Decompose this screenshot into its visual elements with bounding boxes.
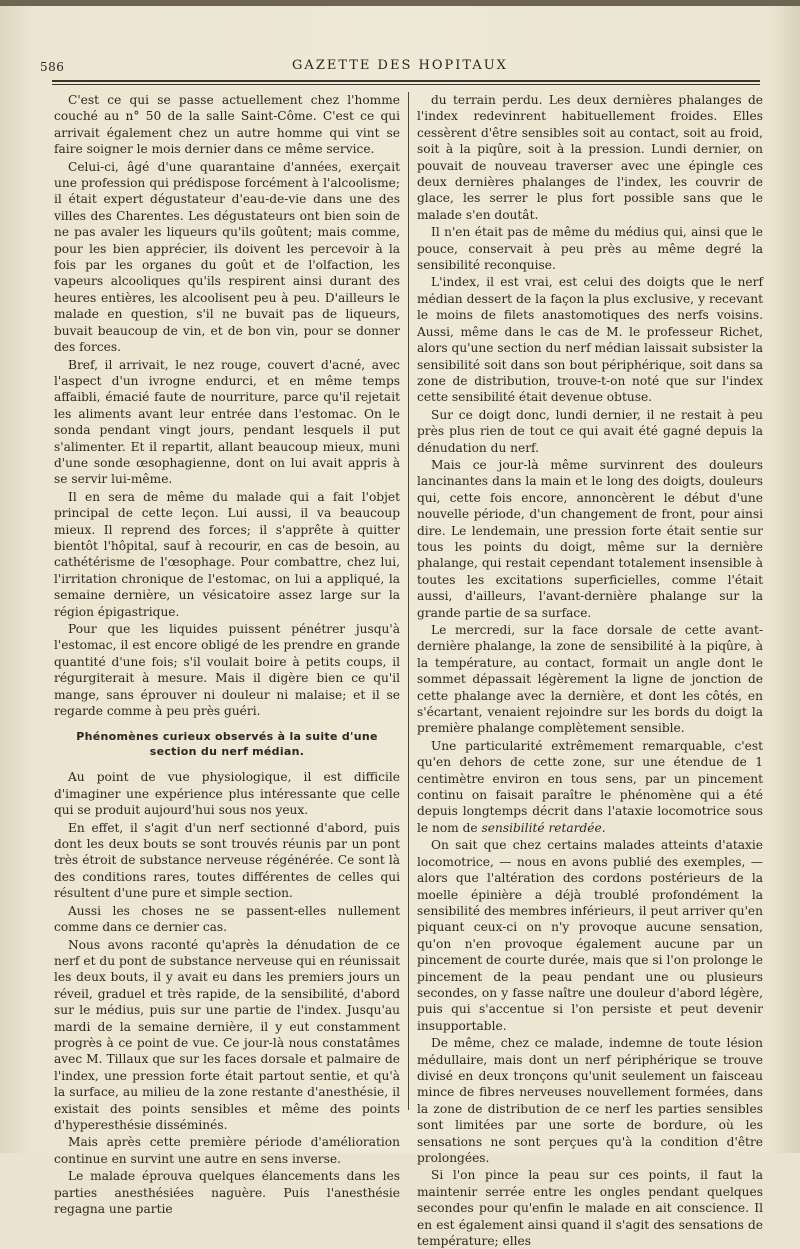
page-header bbox=[40, 58, 760, 80]
header-rule-thick bbox=[52, 80, 760, 82]
paragraph: Le malade éprouva quelques élancements dans les parties anesthésiées naguère. Puis l'anesthésie regagna une partie bbox=[54, 1169, 400, 1216]
paragraph: Mais après cette première période d'amélioration continue en survint une autre en sens inverse. bbox=[54, 1135, 400, 1166]
page-top-edge bbox=[0, 0, 800, 6]
paragraph: du terrain perdu. Les deux dernières phalanges de l'index redevinrent habituellement froides. Elles cessèrent d'être sensibles soit au contact, soit au froid, soit à la piqûre, soit à la pression. Lundi dernier, on pouvait de nouveau traverser avec une épingle ces deux dernières phalanges de l'index, les couvrir de glace, les serrer le plus fort possible sans que le malade s'en doutât. bbox=[417, 93, 763, 222]
paragraph bbox=[417, 738, 763, 836]
left-column bbox=[54, 92, 400, 1216]
paragraph: Aussi les choses ne se passent-elles nullement comme dans ce dernier cas. bbox=[54, 903, 400, 935]
italic-term: sensibilité retardée bbox=[481, 820, 602, 835]
journal-title: GAZETTE DES HOPITAUX bbox=[292, 58, 508, 73]
paragraph: Pour que les liquides puissent pénétrer jusqu'à l'estomac, il est encore obligé de les prendre en grande quantité d'une fois; s'il voulait boire à petits coups, il régurgiterait à mesure. Mais il digère bien ce qu'il mange, sans éprouver ni douleur ni malaise; et il se regarde comme à peu près guéri. bbox=[54, 622, 400, 719]
paragraph: Bref, il arrivait, le nez rouge, couvert d'acné, avec l'aspect d'un ivrogne endurci, et en même temps affaibli, émacié faute de nourriture, parce qu'il rejetait les aliments avant leur entrée dans l'estomac. On le sonda pendant vingt jours, pendant lesquels il put s'alimenter. Et il repartit, allant beaucoup mieux, muni d'une sonde œsophagienne, dont on lui avait appris à se servir lui-même. bbox=[54, 357, 400, 487]
header-rule-thin bbox=[52, 84, 760, 85]
paragraph: Au point de vue physiologique, il est difficile d'imaginer une expérience plus intéressante que celle qui se produit aujourd'hui sous nos yeux. bbox=[54, 770, 400, 818]
paragraph: Il n'en était pas de même du médius qui, ainsi que le pouce, conservait à peu près au même degré la sensibilité reconquise. bbox=[417, 225, 763, 273]
page-number: 586 bbox=[40, 60, 65, 74]
paragraph: En effet, il s'agit d'un nerf sectionné d'abord, puis dont les deux bouts se sont trouvés réunis par un pont très étroit de substance nerveuse régénérée. Ce sont là des conditions rares, toutes différentes de celles qui résultent d'une pure et simple section. bbox=[54, 820, 400, 901]
paragraph: C'est ce qui se passe actuellement chez l'homme couché au n° 50 de la salle Saint-Côme. C'est ce qui arrivait également chez un autre homme qui vint se faire soigner le mois dernier dans ce même service. bbox=[54, 93, 400, 157]
paragraph: Celui-ci, âgé d'une quarantaine d'années, exerçait une profession qui prédispose forcément à l'alcoolisme; il était expert dégustateur d'eau-de-vie dans une des villes des Charentes. Les dégustateurs ont bien soin de ne pas avaler les liqueurs qu'ils goûtent; mais comme, pour les bien apprécier, ils doivent les percevoir à la fois par les organes du goût et de l'olfaction, les vapeurs alcooliques qu'ils respirent ainsi durant des heures entières, les alcoolisent peu à peu. D'ailleurs le malade en question, s'il ne buvait pas de liqueurs, buvait beaucoup de vin, et de bon vin, pour se donner des forces. bbox=[54, 159, 400, 355]
paragraph: L'index, il est vrai, est celui des doigts que le nerf médian dessert de la façon la plus exclusive, y recevant le moins de filets anastomotiques des nerfs voisins. Aussi, même dans le cas de M. le professeur Richet, alors qu'une section du nerf médian laissait subsister la sensibilité soit dans son bout périphérique, soit dans sa zone de distribution, trouve-t-on noté que sur l'index cette sensibilité était devenue obtuse. bbox=[417, 275, 763, 405]
paragraph: On sait que chez certains malades atteints d'ataxie locomotrice, — nous en avons publié des exemples, — alors que l'altération des cordons postérieurs de la moelle épinière a déjà troublé profondément la sensibilité des membres inférieurs, il peut arriver qu'en piquant ceux-ci on n'y provoque aucune sensation, qu'on n'en provoque également aucune par un pincement de courte durée, mais que si l'on prolonge le pincement de la peau pendant une ou plusieurs secondes, on y fasse naître une douleur d'abord légère, puis qui s'accentue si l'on persiste et peut devenir insupportable. bbox=[417, 838, 763, 1033]
paragraph: Nous avons raconté qu'après la dénudation de ce nerf et du pont de substance nerveuse qui en réunissait les deux bouts, il y avait eu dans les premiers jours un réveil, graduel et très rapide, de la sensibilité, d'abord sur le médius, puis sur une partie de l'index. Jusqu'au mardi de la semaine dernière, il y eut constamment progrès à ce point de vue. Ce jour-là nous constatâmes avec M. Tillaux que sur les faces dorsale et palmaire de l'index, une pression forte était partout sentie, et qu'à la surface, au milieu de la zone restante d'anesthésie, il existait des points sensibles et même des points d'hyperesthésie disséminés. bbox=[54, 937, 400, 1132]
paragraph: De même, chez ce malade, indemne de toute lésion médullaire, mais dont un nerf périphérique se trouve divisé en deux tronçons qu'unit seulement un faisceau mince de fibres nerveuses nouvellement formées, dans la zone de distribution de ce nerf les parties sensibles sont limitées par une sorte de bordure, où les sensations ne sont perçues qu'à la condition d'être prolongées. bbox=[417, 1036, 763, 1165]
right-column bbox=[417, 92, 763, 1249]
paragraph: Il en sera de même du malade qui a fait l'objet principal de cette leçon. Lui aussi, il va beaucoup mieux. Il reprend des forces; il s'apprête à quitter bientôt l'hôpital, sauf à recourir, en cas de besoin, au cathétérisme de l'œsophage. Pour combattre, chez lui, l'irritation chronique de l'estomac, on lui a appliqué, la semaine dernière, un vésicatoire assez large sur la région épigastrique. bbox=[54, 489, 400, 619]
paragraph-text: Une particularité extrêmement remarquable, c'est qu'en dehors de cette zone, sur une étendue de 1 centimètre environ en tous sens, par un pincement continu on faisait paraître le phénomène qui a été depuis longtemps décrit dans l'ataxie locomotrice sous le nom de bbox=[417, 738, 763, 835]
section-heading: Phénomènes curieux observés à la suite d'une section du nerf médian. bbox=[76, 730, 378, 759]
column-divider bbox=[408, 92, 409, 1110]
italic-term-suffix: . bbox=[601, 820, 606, 835]
paragraph: Si l'on pince la peau sur ces points, il faut la maintenir serrée entre les ongles pendant quelques secondes pour qu'enfin le malade en ait conscience. Il en est également ainsi quand il s'agit des sensations de température; elles bbox=[417, 1168, 763, 1249]
paragraph: Sur ce doigt donc, lundi dernier, il ne restait à peu près plus rien de tout ce qui avait été gagné depuis la dénudation du nerf. bbox=[417, 407, 763, 455]
paragraph: Le mercredi, sur la face dorsale de cette avant-dernière phalange, la zone de sensibilité à la piqûre, à la température, au contact, formait un angle dont le sommet dépassait légèrement la ligne de jonction de cette phalange avec la dernière, et dont les côtés, en s'écartant, venaient rejoindre sur les bords du doigt la première phalange complètement sensible. bbox=[417, 623, 763, 736]
paragraph: Mais ce jour-là même survinrent des douleurs lancinantes dans la main et le long des doigts, douleurs qui, cette fois encore, annoncèrent le début d'une nouvelle période, d'un changement de front, pour ainsi dire. Le lendemain, une pression forte était sentie sur tous les points du doigt, même sur la dernière phalange, qui restait cependant totalement insensible à toutes les excitations superficielles, comme l'était aussi, d'ailleurs, l'avant-dernière phalange sur la grande partie de sa surface. bbox=[417, 457, 763, 620]
